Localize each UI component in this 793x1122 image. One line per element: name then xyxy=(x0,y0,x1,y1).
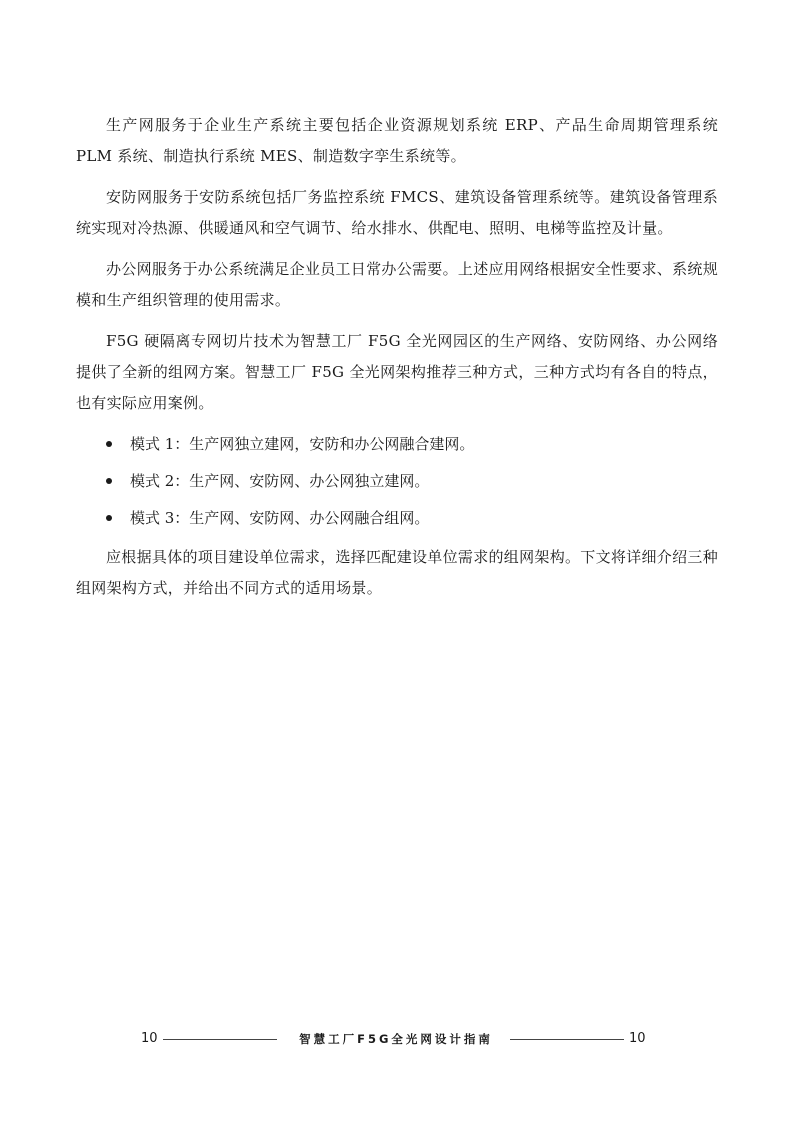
footer-title: 智慧工厂F5G全光网设计指南 xyxy=(299,1032,493,1046)
mode-1-text: 模式 1：生产网独立建网，安防和办公网融合建网。 xyxy=(130,435,475,453)
page-number-left: 10 xyxy=(141,1031,158,1046)
paragraph-f5g-slicing: F5G 硬隔离专网切片技术为智慧工厂 F5G 全光网园区的生产网络、安防网络、办公网络提供了全新的组网方案。智慧工厂 F5G 全光网架构推荐三种方式，三种方式均有各自的特点，也有实际应用案例。 xyxy=(76,332,718,412)
page-number-right: 10 xyxy=(629,1031,646,1046)
paragraph-office-network: 办公网服务于办公系统满足企业员工日常办公需要。上述应用网络根据安全性要求、系统规模和生产组织管理的使用需求。 xyxy=(76,260,719,309)
mode-3-text: 模式 3：生产网、安防网、办公网融合组网。 xyxy=(130,509,430,527)
list-item xyxy=(76,499,718,536)
paragraph-security-network: 安防网服务于安防系统包括厂务监控系统 FMCS、建筑设备管理系统等。建筑设备管理系统实现对冷热源、供暖通风和空气调节、给水排水、供配电、照明、电梯等监控及计量。 xyxy=(76,188,718,237)
list-item xyxy=(76,462,718,499)
paragraph-production-network: 生产网服务于企业生产系统主要包括企业资源规划系统 ERP、产品生命周期管理系统 PLM 系统、制造执行系统 MES、制造数字孪生系统等。 xyxy=(76,116,718,165)
mode-2-text: 模式 2：生产网、安防网、办公网独立建网。 xyxy=(130,472,430,490)
mode-bullet-list xyxy=(76,425,718,536)
bullet-icon xyxy=(106,441,112,447)
footer-divider-right xyxy=(510,1039,624,1040)
bullet-icon xyxy=(106,478,112,484)
list-item xyxy=(76,425,718,462)
page-footer xyxy=(0,1030,793,1050)
footer-divider-left xyxy=(163,1039,277,1040)
paragraph-conclusion: 应根据具体的项目建设单位需求，选择匹配建设单位需求的组网架构。下文将详细介绍三种组网架构方式，并给出不同方式的适用场景。 xyxy=(76,548,719,597)
document-body xyxy=(76,110,718,604)
bullet-icon xyxy=(106,515,112,521)
